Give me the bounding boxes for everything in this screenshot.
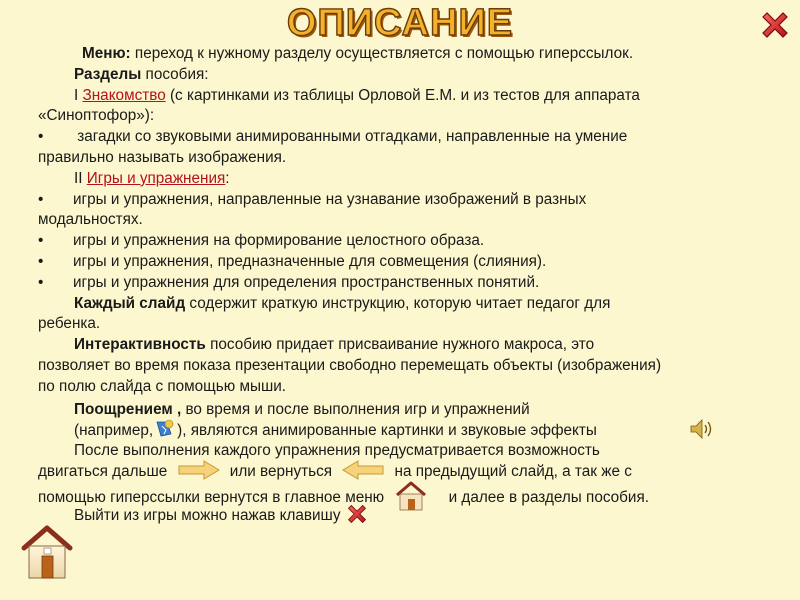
after-text-3b: и далее в разделы пособия. — [448, 488, 650, 506]
after-text-a: двигаться дальше — [38, 462, 168, 480]
bullet-marker: • — [38, 273, 44, 291]
exit-line — [38, 504, 768, 525]
after-text-b: или вернуться — [229, 462, 333, 480]
reward-figure-icon — [153, 418, 177, 440]
reward-label: Поощрением , — [74, 400, 182, 418]
reward-text: во время и после выполнения игр и упражнений — [181, 400, 530, 418]
interactive-text: пособию придает присваивание нужного макроса, это — [205, 336, 595, 354]
reward-text-b: ), являются анимированные картинки и звуковые эффекты — [177, 422, 597, 440]
bullet-text: загадки со звуковыми анимированными отгадками, направленные на умение — [73, 128, 628, 146]
link-znakomstvo[interactable]: Знакомство — [82, 86, 166, 104]
description-text — [38, 44, 768, 524]
menu-line — [38, 44, 768, 65]
bullet-text: игры и упражнения, предназначенные для совмещения (слияния). — [73, 252, 547, 270]
list-item-continued: модальностях. — [38, 211, 143, 229]
after-line: После выполнения каждого упражнения предусматривается возможность — [74, 442, 600, 460]
reward-line — [38, 400, 768, 421]
close-icon — [345, 502, 369, 526]
interactive-label: Интерактивность — [74, 336, 206, 354]
section2-line — [38, 169, 768, 190]
list-item — [38, 273, 768, 294]
bullet-marker: • — [38, 190, 44, 208]
page-title: ОПИСАНИЕ — [286, 2, 514, 44]
sections-text: пособия: — [141, 65, 209, 83]
bullet-marker: • — [38, 252, 44, 270]
section1-line — [38, 86, 768, 107]
arrow-right-icon[interactable] — [178, 460, 220, 480]
after-text-3a: помощью гиперссылки вернутся в главное меню — [38, 488, 385, 506]
interactive-line — [38, 335, 768, 356]
after-line2 — [38, 462, 768, 483]
slide-line2: ребенка. — [38, 315, 101, 333]
sections-line — [38, 65, 768, 86]
after-text-c: на предыдущий слайд, а так же с — [394, 462, 632, 480]
bullet-marker: • — [38, 128, 44, 146]
list-item — [38, 231, 768, 252]
home-icon[interactable] — [20, 524, 74, 580]
menu-label: Меню: — [82, 45, 131, 62]
interactive-line2: позволяет во время показа презентации свободно перемещать объекты (изображения) — [38, 356, 662, 374]
bullet-text: игры и упражнения для определения пространственных понятий. — [73, 273, 540, 291]
exit-text: Выйти из игры можно нажав клавишу — [74, 506, 341, 524]
sections-label: Разделы — [74, 65, 142, 83]
bullet-text: игры и упражнения, направленные на узнавание изображений в разных — [73, 190, 587, 208]
list-item — [38, 127, 768, 148]
close-icon[interactable] — [758, 8, 792, 42]
reward-line2 — [38, 420, 768, 441]
list-item — [38, 190, 768, 211]
link-games[interactable]: Игры и упражнения — [86, 169, 226, 187]
section2-numeral: II — [74, 169, 87, 187]
section1-text: (с картинками из таблицы Орловой Е.М. и из тестов для аппарата — [165, 86, 640, 104]
section1-numeral: I — [74, 86, 83, 104]
reward-text-a: (например, — [74, 422, 154, 440]
bullet-text: игры и упражнения на формирование целостного образа. — [73, 232, 485, 250]
list-item — [38, 252, 768, 273]
interactive-line3: по полю слайда с помощью мыши. — [38, 377, 287, 395]
list-item-continued: правильно называть изображения. — [38, 148, 287, 166]
menu-text: переход к нужному разделу осуществляется с помощью гиперссылок. — [130, 45, 634, 62]
slide-label: Каждый слайд — [74, 294, 186, 312]
section2-colon: : — [225, 169, 230, 187]
slide-text: содержит краткую инструкцию, которую читает педагог для — [185, 294, 611, 312]
section1-line2: «Синоптофор»): — [38, 107, 155, 125]
arrow-left-icon[interactable] — [342, 460, 384, 480]
after-line3 — [38, 483, 768, 504]
bullet-marker: • — [38, 232, 44, 250]
speaker-icon[interactable] — [688, 417, 714, 441]
slide-line — [38, 294, 768, 315]
